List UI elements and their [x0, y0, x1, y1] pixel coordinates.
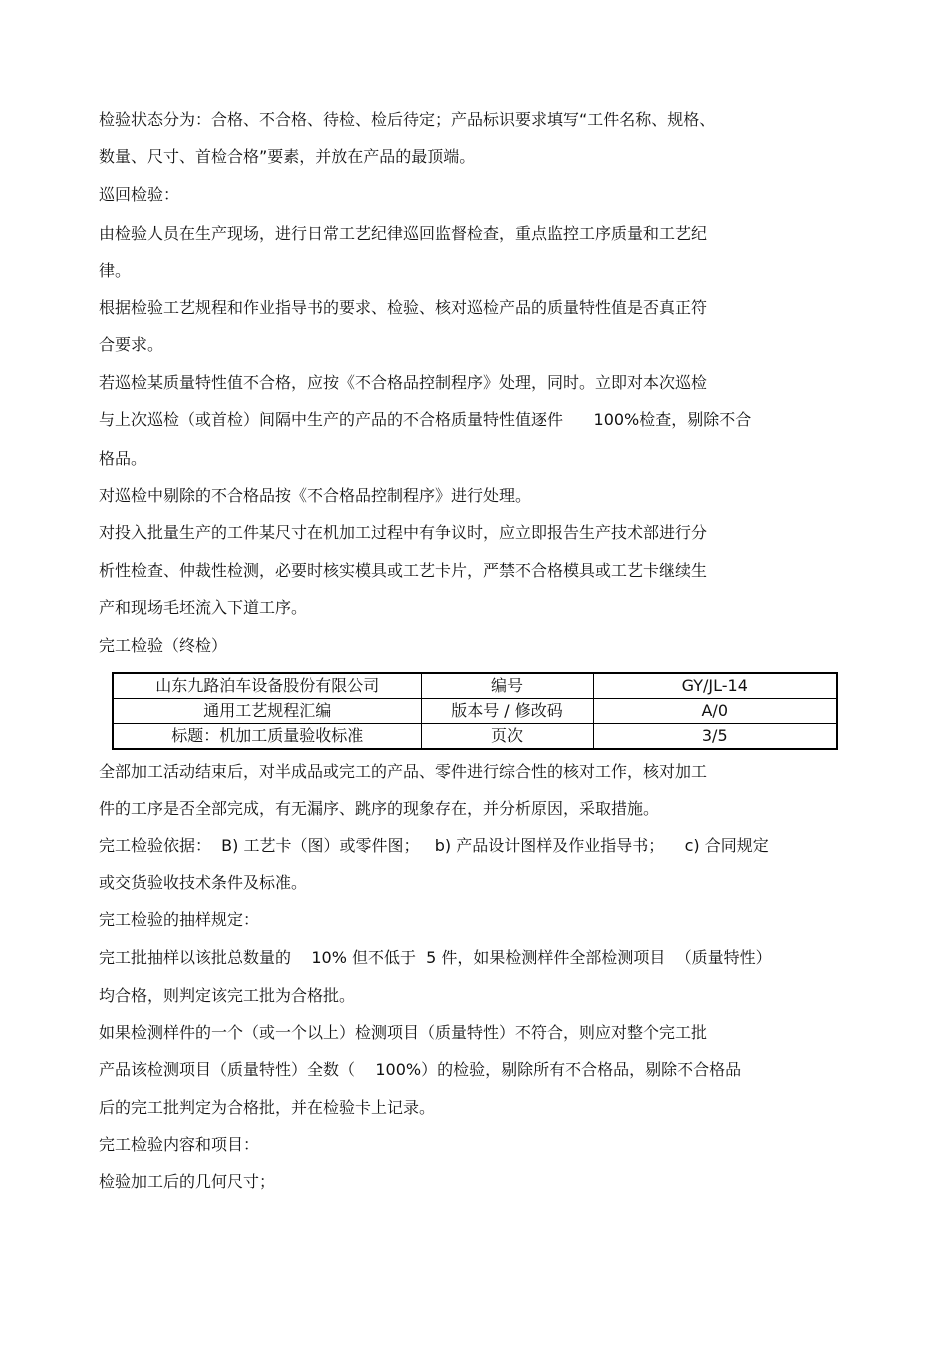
- line-top-12: 析性检查、仲裁性检测，必要时核实模具或工艺卡片，严禁不合格模具或工艺卡继续生: [99, 561, 708, 580]
- line-bottom-1: 件的工序是否全部完成，有无漏序、跳序的现象存在，并分析原因，采取措施。: [99, 799, 660, 818]
- line-top-0: 检验状态分为：合格、不合格、待检、检后待定；产品标识要求填写“工件名称、规格、: [99, 110, 716, 129]
- line-top-3: 由检验人员在生产现场，进行日常工艺纪律巡回监督检查，重点监控工序质量和工艺纪: [99, 224, 708, 243]
- title-cell: 标题：机加工质量验收标准: [113, 724, 421, 750]
- line-top-5: 根据检验工艺规程和作业指导书的要求、检验、核对巡检产品的质量特性值是否真正符: [99, 298, 708, 317]
- line-bottom-7: 如果检测样件的一个（或一个以上）检测项目（质量特性）不符合，则应对整个完工批: [99, 1023, 708, 1042]
- section-heading-inspection-content: 完工检验内容和项目：: [99, 1135, 260, 1154]
- line-bottom-0: 全部加工活动结束后，对半成品或完工的产品、零件进行综合性的核对工作，核对加工: [99, 762, 708, 781]
- line-top-1: 数量、尺寸、首检合格”要素，并放在产品的最顶端。: [99, 147, 476, 166]
- table-row: [113, 724, 837, 750]
- section-heading-final-inspection: 完工检验（终检）: [99, 636, 228, 655]
- line-top-8: 与上次巡检（或首检）间隔中生产的产品的不合格质量特性值逐件 100%检查，剔除不合: [99, 410, 752, 429]
- section-heading-sampling-rules: 完工检验的抽样规定：: [99, 910, 260, 929]
- document-header-table: [112, 672, 838, 750]
- version-value-cell: A/0: [593, 699, 837, 724]
- doc-number-label-cell: 编号: [421, 673, 593, 699]
- line-top-6: 合要求。: [99, 335, 164, 354]
- line-top-13: 产和现场毛坯流入下道工序。: [99, 598, 308, 617]
- line-top-4: 律。: [99, 261, 132, 280]
- line-top-10: 对巡检中剔除的不合格品按《不合格品控制程序》进行处理。: [99, 486, 532, 505]
- version-label-cell: 版本号 / 修改码: [421, 699, 593, 724]
- company-name-cell: 山东九路泊车设备股份有限公司: [113, 673, 421, 699]
- doc-number-value-cell: GY/JL-14: [593, 673, 837, 699]
- table-row: [113, 699, 837, 724]
- line-top-7: 若巡检某质量特性值不合格，应按《不合格品控制程序》处理，同时。立即对本次巡检: [99, 373, 708, 392]
- line-bottom-8: 产品该检测项目（质量特性）全数（ 100%）的检验，剔除所有不合格品，剔除不合格品: [99, 1060, 742, 1079]
- line-bottom-3: 或交货验收技术条件及标准。: [99, 873, 308, 892]
- line-top-9: 格品。: [99, 449, 148, 468]
- section-heading-patrol-inspection: 巡回检验：: [99, 185, 180, 204]
- table-row: [113, 673, 837, 699]
- page-value-cell: 3/5: [593, 724, 837, 750]
- line-top-11: 对投入批量生产的工件某尺寸在机加工过程中有争议时，应立即报告生产技术部进行分: [99, 523, 708, 542]
- compilation-name-cell: 通用工艺规程汇编: [113, 699, 421, 724]
- line-bottom-9: 后的完工批判定为合格批，并在检验卡上记录。: [99, 1098, 436, 1117]
- line-bottom-2: 完工检验依据： B) 工艺卡（图）或零件图； b) 产品设计图样及作业指导书； c) 合同规定: [99, 836, 769, 855]
- line-bottom-11: 检验加工后的几何尺寸；: [99, 1172, 276, 1191]
- line-bottom-6: 均合格，则判定该完工批为合格批。: [99, 986, 356, 1005]
- page-label-cell: 页次: [421, 724, 593, 750]
- line-bottom-5: 完工批抽样以该批总数量的 10% 但不低于 5 件，如果检测样件全部检测项目 （质量特性）: [99, 948, 772, 967]
